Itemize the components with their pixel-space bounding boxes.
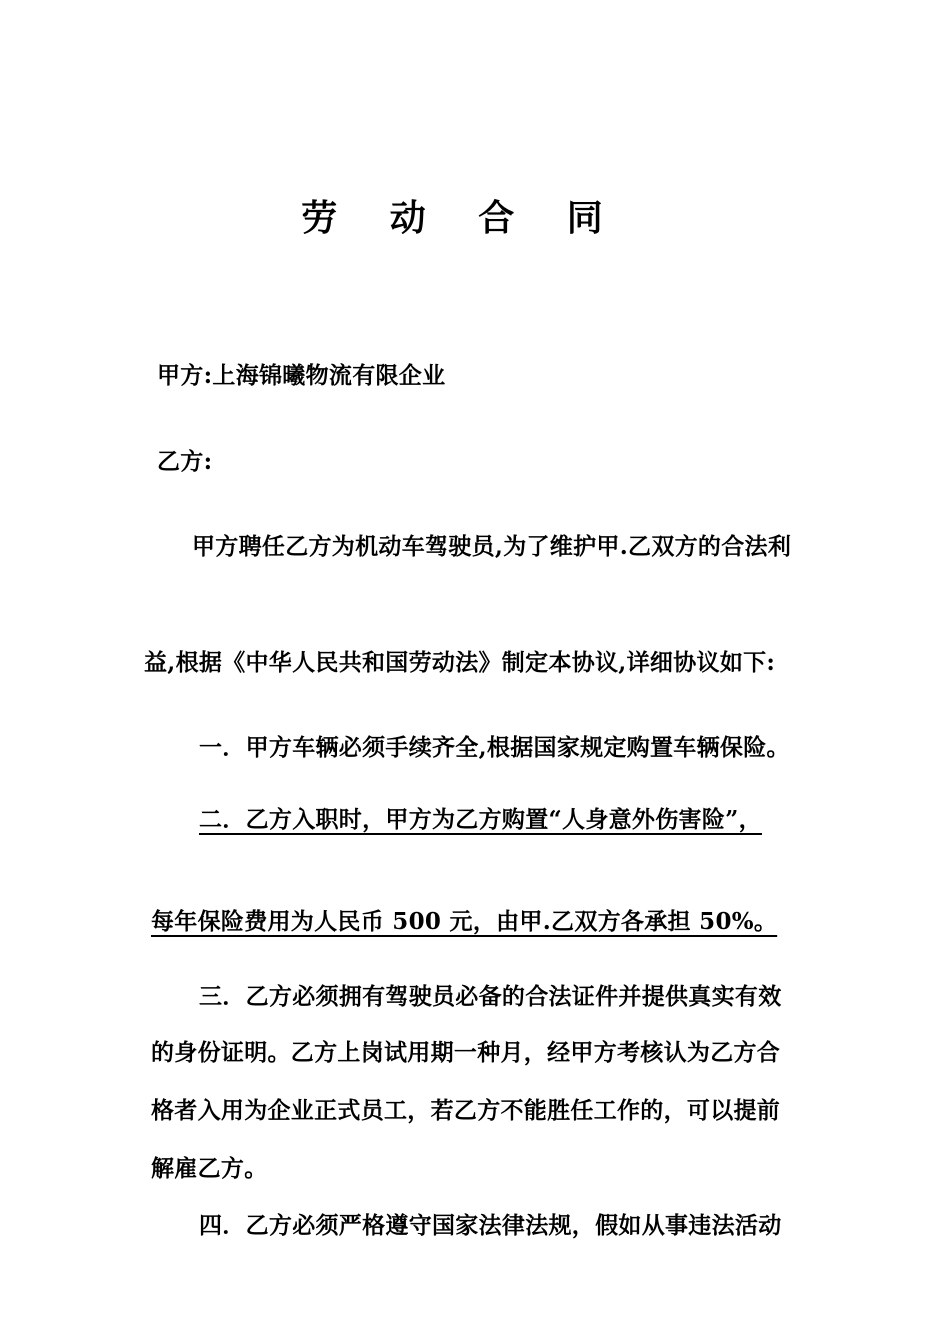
clause-2-line-1: 二．乙方入职时，甲方为乙方购置“人身意外伤害险”， bbox=[199, 806, 762, 833]
clause-1: 一．甲方车辆必须手续齐全,根据国家规定购置车辆保险。 bbox=[199, 734, 790, 761]
clause-2-line-2: 每年保险费用为人民币 500 元，由甲.乙双方各承担 50%。 bbox=[151, 908, 778, 935]
party-b-line: 乙方: bbox=[157, 448, 213, 475]
document-title: 劳 动 合 同 bbox=[301, 197, 623, 239]
clause-3-line-4: 解雇乙方。 bbox=[151, 1155, 268, 1182]
party-a-line: 甲方:上海锦曦物流有限企业 bbox=[157, 362, 446, 389]
intro-line-2: 益,根据《中华人民共和国劳动法》制定本协议,详细协议如下: bbox=[144, 649, 776, 676]
clause-4-line-1: 四．乙方必须严格遵守国家法律法规，假如从事违法活动 bbox=[199, 1212, 782, 1239]
intro-line-1: 甲方聘任乙方为机动车驾驶员,为了维护甲.乙双方的合法利 bbox=[192, 533, 792, 560]
clause-3-line-3: 格者入用为企业正式员工，若乙方不能胜任工作的，可以提前 bbox=[151, 1097, 781, 1124]
clause-3-line-2: 的身份证明。乙方上岗试用期一种月，经甲方考核认为乙方合 bbox=[151, 1039, 781, 1066]
clause-3-line-1: 三．乙方必须拥有驾驶员必备的合法证件并提供真实有效 bbox=[199, 983, 782, 1010]
